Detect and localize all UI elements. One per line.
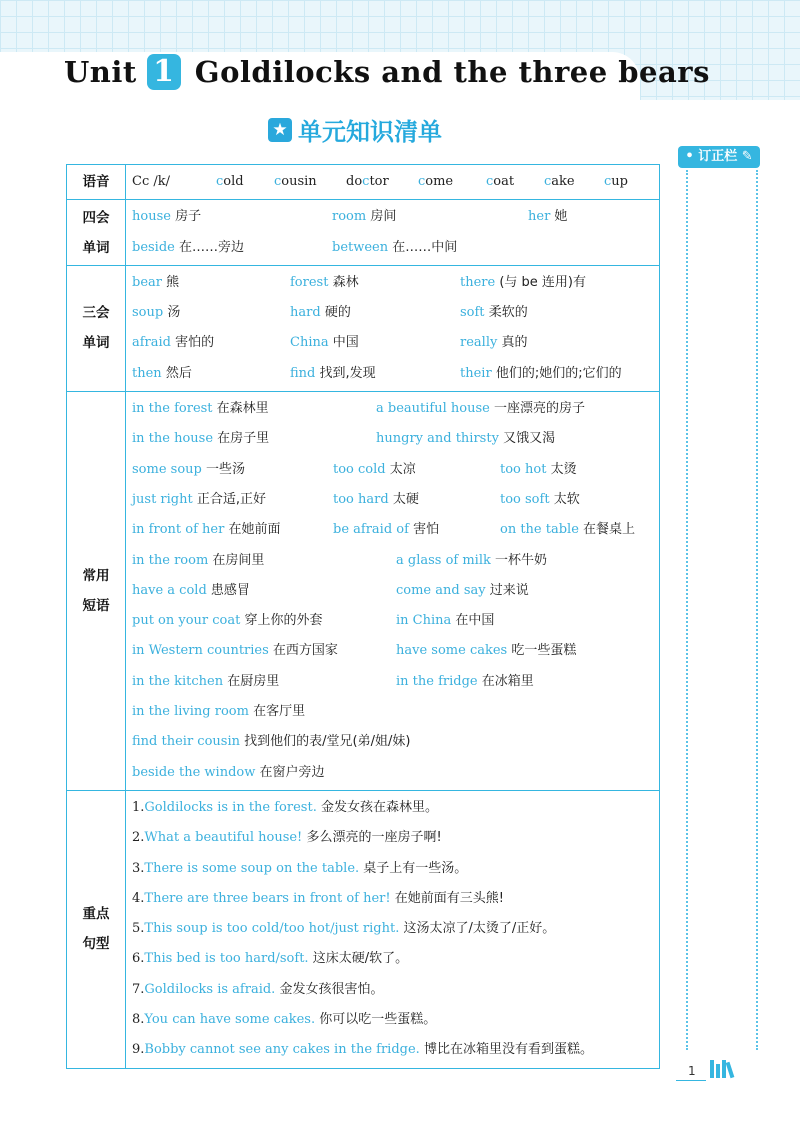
vocab-item: China 中国 <box>290 335 359 351</box>
four-skill-row <box>67 200 660 266</box>
knowledge-table <box>66 164 660 1069</box>
books-icon <box>710 1060 732 1078</box>
phonics-word: coat <box>486 174 515 189</box>
phrase-item: in the living room 在客厅里 <box>132 704 306 720</box>
phrase-item: in China 在中国 <box>396 613 495 629</box>
phrase-item: too soft 太软 <box>500 491 580 507</box>
phrase-item: in the house 在房子里 <box>132 431 270 447</box>
phrase-line <box>132 424 653 454</box>
three-skill-label: 三会 单词 <box>67 265 126 391</box>
pencil-icon: ✎ <box>737 149 753 164</box>
phrase-item: have some cakes 吃一些蛋糕 <box>396 643 577 659</box>
vocab-item: afraid 害怕的 <box>132 335 215 351</box>
phonics-row <box>67 165 660 200</box>
phrase-item: in the fridge 在冰箱里 <box>396 673 534 689</box>
vocab-item: hard 硬的 <box>290 305 351 321</box>
sentence-item: 1.Goldilocks is in the forest. 金发女孩在森林里。 <box>132 799 438 815</box>
phrase-item: in the forest 在森林里 <box>132 401 269 417</box>
correction-column-tag <box>678 146 760 168</box>
vocab-item: soft 柔软的 <box>460 305 528 321</box>
phonics-content <box>126 165 660 200</box>
phrase-item: be afraid of 害怕 <box>333 522 440 538</box>
phonics-word: cake <box>544 174 575 189</box>
phonics-line <box>132 167 653 197</box>
phrase-line <box>132 485 653 515</box>
phrase-line <box>132 515 653 545</box>
phrase-line <box>132 758 653 788</box>
phrase-item: just right 正合适,正好 <box>132 491 267 507</box>
phrases-label: 常用 短语 <box>67 392 126 791</box>
three-skill-line <box>132 359 653 389</box>
sentence-item: 5.This soup is too cold/too hot/just right. 这汤太凉了/太烫了/正好。 <box>132 921 556 937</box>
vocab-item: then 然后 <box>132 365 192 381</box>
phrase-item: come and say 过来说 <box>396 582 529 598</box>
three-skill-line <box>132 268 653 298</box>
phrase-item: too cold 太凉 <box>333 461 416 477</box>
phrase-item: beside the window 在窗户旁边 <box>132 764 325 780</box>
sentence-item: 2.What a beautiful house! 多么漂亮的一座房子啊! <box>132 830 442 846</box>
phrase-item: a beautiful house 一座漂亮的房子 <box>376 401 585 417</box>
phrase-item: put on your coat 穿上你的外套 <box>132 613 323 629</box>
section-title <box>268 112 442 147</box>
unit-name: Goldilocks and the three bears <box>194 55 710 89</box>
sentence-item: 6.This bed is too hard/soft. 这床太硬/软了。 <box>132 951 409 967</box>
phrase-line <box>132 455 653 485</box>
vocab-item: soup 汤 <box>132 305 181 321</box>
phonics-word: cold <box>216 174 244 189</box>
sentence-item: 3.There is some soup on the table. 桌子上有一些汤。 <box>132 860 468 876</box>
unit-number-badge: 1 <box>147 54 181 90</box>
unit-title <box>64 54 710 90</box>
correction-column-label: 订正栏 <box>698 149 738 164</box>
vocab-item: find 找到,发现 <box>290 365 376 381</box>
star-icon: ★ <box>268 118 292 142</box>
phonics-label: 语音 <box>67 165 126 200</box>
section-title-text: 单元知识清单 <box>298 118 442 146</box>
phrase-line <box>132 727 653 757</box>
page-number: 1 <box>688 1064 696 1078</box>
phrase-line <box>132 394 653 424</box>
phrase-line <box>132 667 653 697</box>
phonics-word: doctor <box>346 174 389 189</box>
phrase-item: a glass of milk 一杯牛奶 <box>396 552 548 568</box>
phrase-item: have a cold 患感冒 <box>132 582 250 598</box>
vocab-item: forest 森林 <box>290 274 359 290</box>
three-skill-line <box>132 298 653 328</box>
phrase-item: too hard 太硬 <box>333 491 419 507</box>
page-number-rule <box>676 1080 706 1081</box>
vocab-item: really 真的 <box>460 335 528 351</box>
four-skill-line <box>132 233 653 263</box>
three-skill-row <box>67 265 660 391</box>
phrase-item: find their cousin 找到他们的表/堂兄(弟/姐/妹) <box>132 734 411 750</box>
phrase-item: in front of her 在她前面 <box>132 522 281 538</box>
phrase-line <box>132 546 653 576</box>
phonics-letter: Cc <box>132 174 150 189</box>
phrase-line <box>132 576 653 606</box>
correction-column-border-left <box>686 170 688 1050</box>
sentences-label: 重点 句型 <box>67 790 126 1068</box>
phrase-item: in Western countries 在西方国家 <box>132 643 338 659</box>
four-skill-content <box>126 200 660 266</box>
phrase-item: some soup 一些汤 <box>132 461 245 477</box>
vocab-item: their 他们的;她们的;它们的 <box>460 365 622 381</box>
phrase-item: in the room 在房间里 <box>132 552 265 568</box>
correction-column-border-right <box>756 170 758 1050</box>
four-skill-line <box>132 202 653 232</box>
phrases-content <box>126 392 660 791</box>
phrase-line <box>132 697 653 727</box>
phrase-item: on the table 在餐桌上 <box>500 522 636 538</box>
phrase-item: in the kitchen 在厨房里 <box>132 673 280 689</box>
phonics-word: cousin <box>274 174 317 189</box>
sentence-item: 4.There are three bears in front of her! 在她前面有三头熊! <box>132 890 504 906</box>
phrases-row <box>67 392 660 791</box>
phonics-sound: /k/ <box>153 174 171 189</box>
vocab-item: house 房子 <box>132 209 202 225</box>
three-skill-content <box>126 265 660 391</box>
vocab-item: bear 熊 <box>132 274 180 290</box>
sentence-item: 8.You can have some cakes. 你可以吃一些蛋糕。 <box>132 1012 437 1028</box>
vocab-item: there (与 be 连用)有 <box>460 274 587 290</box>
sentence-item: 9.Bobby cannot see any cakes in the fridge. 博比在冰箱里没有看到蛋糕。 <box>132 1042 593 1058</box>
vocab-item: between 在……中间 <box>332 239 458 255</box>
phonics-letter-sound <box>132 167 170 197</box>
phrase-line <box>132 606 653 636</box>
three-skill-line <box>132 328 653 358</box>
vocab-item: beside 在……旁边 <box>132 239 245 255</box>
phonics-word: come <box>418 174 454 189</box>
phrase-line <box>132 636 653 666</box>
bullet-icon: • <box>685 149 699 164</box>
sentences-content <box>126 790 660 1068</box>
phrase-item: hungry and thirsty 又饿又渴 <box>376 431 556 447</box>
four-skill-label: 四会 单词 <box>67 200 126 266</box>
unit-word: Unit <box>64 55 137 89</box>
vocab-item: room 房间 <box>332 209 397 225</box>
phrase-item: too hot 太烫 <box>500 461 577 477</box>
phonics-word: cup <box>604 174 628 189</box>
sentence-item: 7.Goldilocks is afraid. 金发女孩很害怕。 <box>132 981 384 997</box>
sentences-row <box>67 790 660 1068</box>
vocab-item: her 她 <box>528 209 568 225</box>
